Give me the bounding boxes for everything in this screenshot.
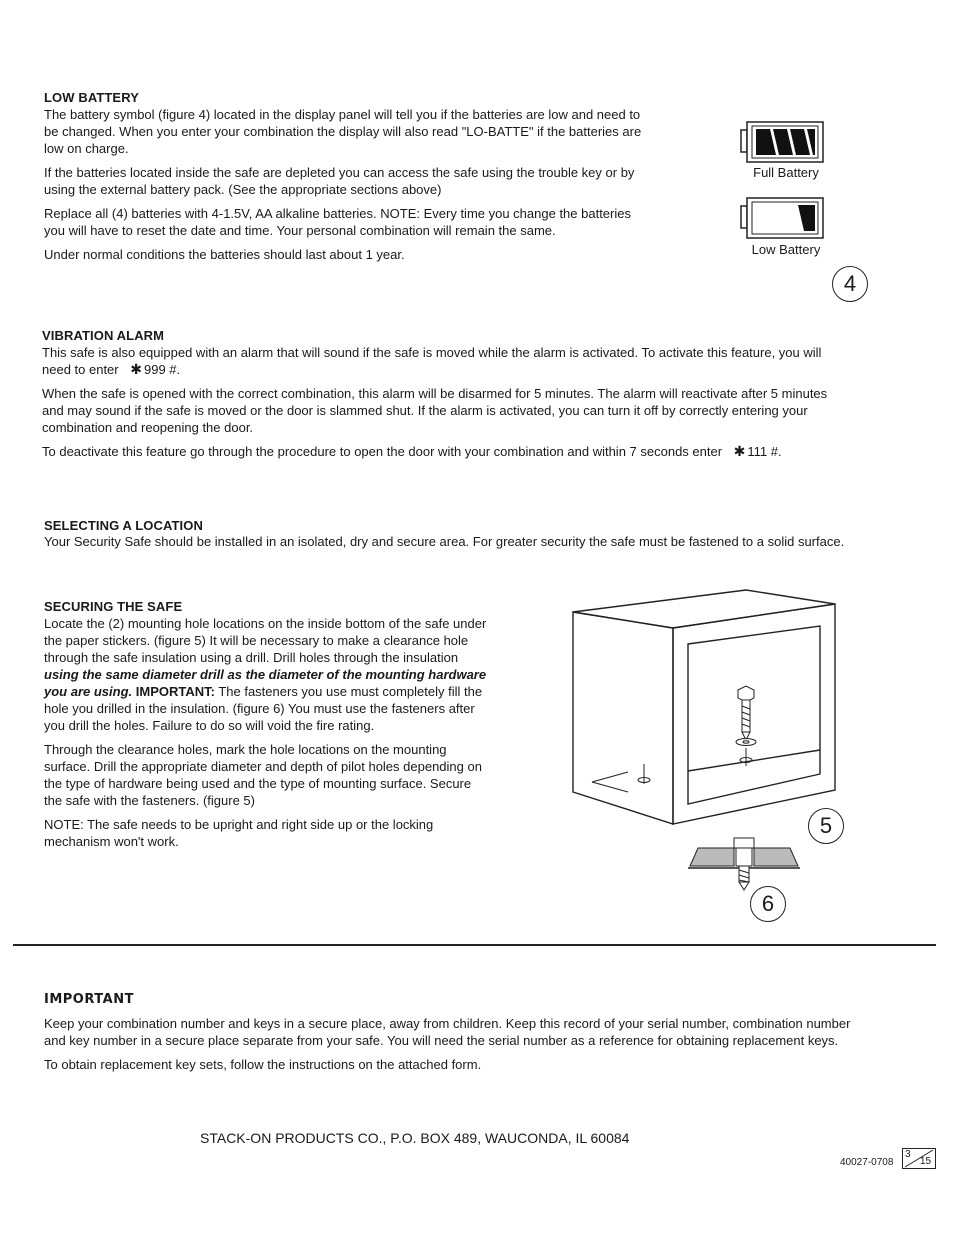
activate-code: 999 #. <box>143 362 181 377</box>
low-battery-paragraph: Under normal conditions the batteries should last about 1 year. <box>44 247 405 262</box>
vibration-alarm-text: This safe is also equipped with an alarm that will sound if the safe is moved while the alarm is activated. To activate this feature, you will need to enter <box>42 345 822 377</box>
low-battery-label: Low Battery <box>751 242 821 257</box>
figure-4-number: 4 <box>832 266 868 302</box>
page-total: 15 <box>920 1156 932 1167</box>
low-battery-icon <box>740 196 826 240</box>
figure-6-number: 6 <box>750 886 786 922</box>
important-inline-label: IMPORTANT: <box>132 684 215 699</box>
important-paragraph: Keep your combination number and keys in a secure place, away from children. Keep this record of your serial number, combination number and key number in a secure place separate from your safe. You will need the serial number as a reference for obtaining replacement keys. <box>44 1016 851 1048</box>
securing-safe-paragraph: NOTE: The safe needs to be upright and right side up or the locking mechanism won't work. <box>44 817 434 849</box>
vibration-alarm-paragraph <box>42 443 852 460</box>
low-battery-heading: LOW BATTERY <box>44 90 139 105</box>
securing-safe-body <box>44 615 492 857</box>
fastener-cross-section-illustration <box>688 836 800 892</box>
securing-safe-heading: SECURING THE SAFE <box>44 599 183 614</box>
full-battery-icon <box>740 120 826 164</box>
document-code: 40027-0708 <box>840 1157 894 1168</box>
safe-mounting-illustration <box>570 588 840 828</box>
securing-emphasis: using the same diameter drill as the diameter of the mounting hardware you are using. <box>44 667 487 699</box>
figure-5-number: 5 <box>808 808 844 844</box>
low-battery-paragraph: The battery symbol (figure 4) located in the display panel will tell you if the batteries are low and need to be changed. When you enter your combination the display will also read "LO-BATTE" if the batteries are low on charge. <box>44 107 642 156</box>
securing-text: Locate the (2) mounting hole locations on the inside bottom of the safe under the paper stickers. (figure 5) It will be necessary to make a clearance hole through the safe insulation using a drill. Drill holes through the insulation <box>44 616 487 665</box>
securing-text: The fasteners you use must completely fill the hole you drilled in the insulation. (figure 6) You must use the fasteners after you drill the holes. Failure to do so will void the fire rating. <box>44 684 483 733</box>
important-body <box>44 1015 854 1080</box>
vibration-alarm-paragraph <box>42 344 852 378</box>
low-battery-paragraph: Replace all (4) batteries with 4-1.5V, AA alkaline batteries. NOTE: Every time you change the batteries you will have to reset the date and time. Your personal combination will remain the same. <box>44 206 631 238</box>
selecting-location-body: Your Security Safe should be installed in an isolated, dry and secure area. For greater security the safe must be fastened to a solid surface. <box>44 534 845 549</box>
securing-safe-paragraph <box>44 615 492 734</box>
low-battery-paragraph: If the batteries located inside the safe are depleted you can access the safe using the trouble key or by using the external battery pack. (See the appropriate sections above) <box>44 165 635 197</box>
full-battery-label: Full Battery <box>753 165 819 180</box>
section-divider <box>13 944 936 946</box>
page-number-box <box>902 1148 936 1169</box>
star-key-symbol: ✱ <box>733 443 746 459</box>
vibration-alarm-body <box>42 344 852 467</box>
vibration-alarm-heading: VIBRATION ALARM <box>42 328 165 343</box>
securing-safe-paragraph: Through the clearance holes, mark the hole locations on the mounting surface. Drill the appropriate diameter and depth of pilot holes depending on the type of hardware being used and the type of mounting surface. Secure the safe with the fasteners. (figure 5) <box>44 742 482 808</box>
low-battery-body <box>44 106 654 270</box>
deactivate-code: 111 #. <box>747 444 782 459</box>
vibration-alarm-text: To deactivate this feature go through the procedure to open the door with your combination and within 7 seconds enter <box>42 444 723 459</box>
star-key-symbol: ✱ <box>130 361 142 377</box>
vibration-alarm-paragraph: When the safe is opened with the correct combination, this alarm will be disarmed for 5 minutes. The alarm will reactivate after 5 minutes and may sound if the safe is moved or the door is slammed shut. If the alarm is activated, you can turn it off by correctly entering your combination and reopening the door. <box>42 386 828 435</box>
page-number: 3 <box>905 1149 911 1160</box>
important-heading: IMPORTANT <box>44 992 134 1007</box>
important-paragraph: To obtain replacement key sets, follow the instructions on the attached form. <box>44 1057 482 1072</box>
selecting-location-heading: SELECTING A LOCATION <box>44 518 203 533</box>
company-address: STACK-ON PRODUCTS CO., P.O. BOX 489, WAUCONDA, IL 60084 <box>200 1130 630 1146</box>
